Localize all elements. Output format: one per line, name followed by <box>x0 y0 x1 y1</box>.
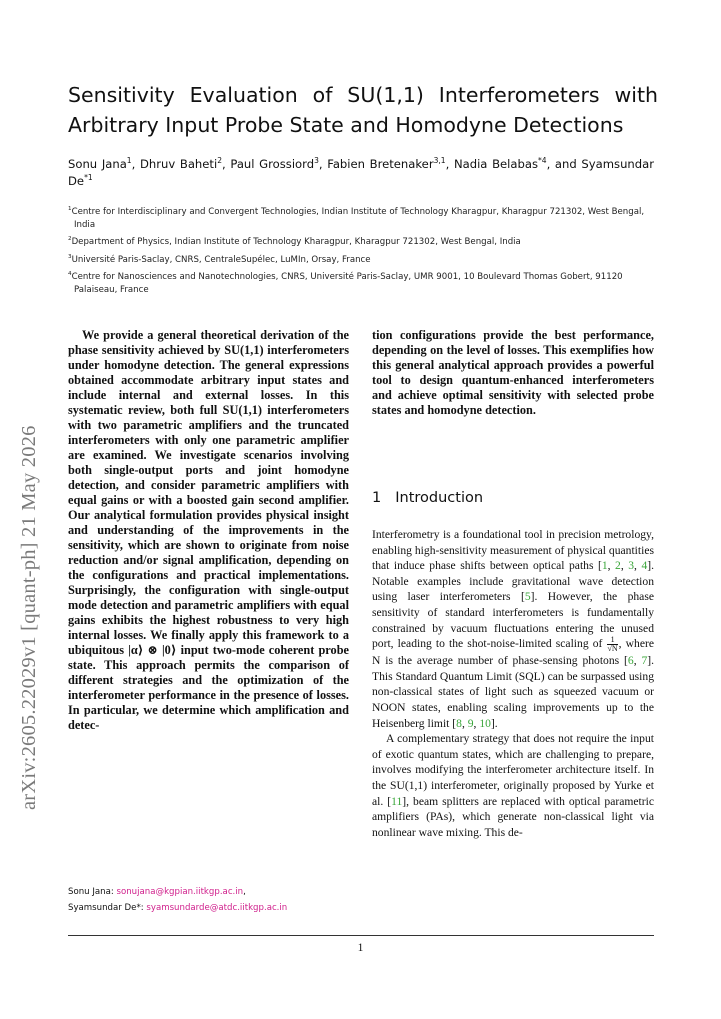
affiliation-mark: 4 <box>68 270 72 277</box>
affiliation-mark: 1 <box>68 206 72 213</box>
section-number: 1 <box>372 490 382 506</box>
abstract-column-left <box>68 328 349 733</box>
author-affiliation-mark: 2 <box>217 156 222 166</box>
body-text: A complementary strategy that does not require the input of exotic quantum states, which are challenging to prepare, involves modifying the interferometer architecture itself. In the SU(1,1) interferometer, originally proposed by Yurke et al. [ <box>372 732 654 808</box>
affiliation-item <box>68 206 654 232</box>
section-heading <box>372 490 483 506</box>
corresponding-authors <box>68 884 349 916</box>
body-text: , where N is the average number of phase-sensing photons [ <box>372 637 654 668</box>
affiliation-text: Department of Physics, Indian Institute of Technology Kharagpur, Kharagpur 721302, West Bengal, India <box>71 237 521 248</box>
abstract-text: We provide a general theoretical derivation of the phase sensitivity achieved by SU(1,1) interferometers under homodyne detection. The general expressions obtained accommodate arbitrary input states and include internal and external losses. In this systematic review, both full SU(1,1) interferometers with two parametric amplifiers and the truncated interferometers with only one parametric amplifier are examined. We investigate scenarios involving both single-output ports and joint homodyne detection, and consider parametric amplifiers with equal gains or with a boosted gain second amplifier. Our analytical formulation provides physical insight and understanding of the improvements in the sensitivity, which are shown to originate from noise reduction and/or signal amplification, depending on the configurations and practical implementations. Surprisingly, the configuration with single-output mode detection and parametric amplifiers with equal gains exhibits the highest robustness to very high internal losses. We finally apply this framework to a ubiquitous |α⟩ ⊗ |0⟩ input two-mode coherent probe state. This approach permits the comparison of different strategies and the optimization of the interferometer performance in the presence of losses. In particular, we determine which amplification and detec- <box>68 328 349 732</box>
body-text: ], beam splitters are replaced with optical parametric amplifiers (PAs), which generate non-classical light via nonlinear wave mixing. This de- <box>372 794 654 839</box>
intro-paragraph <box>372 731 654 840</box>
arxiv-identifier-stamp: arXiv:2605.22029v1 [quant-ph] 21 May 2026 <box>18 425 40 810</box>
affiliation-text: Centre for Nanosciences and Nanotechnologies, CNRS, Université Paris-Saclay, UMR 9001, 10 Boulevard Thomas Gobert, 91120 Palaiseau, France <box>71 271 623 296</box>
fraction-formula <box>607 636 617 653</box>
contact-name: Syamsundar De*: <box>68 903 144 913</box>
author-joiner: and <box>554 157 577 171</box>
email-link[interactable]: syamsundarde@atdc.iitkgp.ac.in <box>146 903 288 913</box>
citation-link[interactable]: 2 <box>615 559 621 573</box>
affiliation-text: Centre for Interdisciplinary and Convergent Technologies, Indian Institute of Technology Kharagpur, Kharagpur 721302, West Bengal, India <box>71 207 645 231</box>
abstract-text-continued: tion configurations provide the best performance, depending on the level of losses. This exemplifies how this general analytical approach provides a powerful tool to design quantum-enhanced interferometers and achieve optimal sensitivity with selected probe states and homodyne detection. <box>372 328 654 417</box>
author-name: Syamsundar De <box>68 157 654 188</box>
affiliation-text: Université Paris-Saclay, CNRS, CentraleSupélec, LuMIn, Orsay, France <box>71 254 371 265</box>
fraction-denominator: √N <box>607 644 618 654</box>
affiliation-item <box>68 236 654 249</box>
paper-title: Sensitivity Evaluation of SU(1,1) Interferometers with Arbitrary Input Probe State and Homodyne Detections <box>68 83 658 137</box>
author-name: Paul Grossiord <box>230 157 315 171</box>
citation-link[interactable]: 7 <box>641 654 648 668</box>
author-name: Nadia Belabas <box>453 157 538 171</box>
author-affiliation-mark: *4 <box>538 156 547 166</box>
page-number: 1 <box>357 942 364 954</box>
citation-link[interactable]: 9 <box>467 716 474 730</box>
affiliation-mark: 3 <box>68 253 72 260</box>
author-affiliation-mark: 1 <box>126 156 132 166</box>
footer-rule <box>68 935 654 936</box>
abstract-column-right <box>372 328 654 418</box>
citation-link[interactable]: 11 <box>391 794 403 808</box>
fraction-numerator: 1 <box>607 636 617 645</box>
contact-name: Sonu Jana: <box>68 887 114 897</box>
citation-link[interactable]: 10 <box>479 716 491 730</box>
author-list: Sonu Jana$^1$, Dhruv Baheti$^2$, Paul Grossiord$^3$, Fabien Bretenaker$^{3,1}$, Nadia Belabas$^{*4}$, and Syamsundar De$^{*1}$ <box>68 156 654 188</box>
intro-paragraph: Interferometry is a foundational tool in precision metrology, enabling high-sensitivity measurement of physical quantities that induce phase shifts between optical paths [1, 2, 3, 4]. Notable examples include gravitational wave detection using laser interferometers [5]. However, the phase sensitivity of standard interferometers is fundamentally constrained by vacuum fluctuations entering the unused port, leading to the shot-noise-limited scaling of $\frac{1}{√N}$ , where N is the average number of phase-sensing photons [6, 7]. This Standard Quantum Limit (SQL) can be surpassed using non-classical states of light such as squeezed vacuum or NOON states, enabling scaling improvements up to the Heisenberg limit [8, 9, 10]. <box>372 528 655 730</box>
author-name: Sonu Jana <box>68 157 127 171</box>
section-title: Introduction <box>395 490 484 506</box>
affiliation-item <box>68 254 654 267</box>
contact-line <box>68 884 349 900</box>
author-affiliation-mark: 3 <box>314 156 319 166</box>
body-text: ]. <box>490 716 498 730</box>
citation-link[interactable]: 5 <box>524 590 531 604</box>
body-text: Interferometry is a foundational tool in precision metrology, enabling high-sensitivity measurement of physical quantities that induce phase shifts between optical paths [ <box>372 528 654 573</box>
citation-link[interactable]: 1 <box>601 559 608 573</box>
affiliation-list <box>68 206 654 301</box>
body-text: ]. However, the phase sensitivity of standard interferometers is fundamentally constrained by vacuum fluctuations entering the unused port, leading to the shot-noise-limited scaling of <box>372 590 654 651</box>
author-name: Fabien Bretenaker <box>327 157 434 171</box>
body-text: ]. This Standard Quantum Limit (SQL) can be surpassed using non-classical states of light such as squeezed vacuum or NOON states, enabling scaling improvements up to the Heisenberg limit [ <box>372 654 655 730</box>
email-link[interactable]: sonujana@kgpian.iitkgp.ac.in <box>116 887 244 897</box>
contact-line <box>68 900 349 916</box>
citation-link[interactable]: 6 <box>627 654 634 668</box>
introduction-body <box>372 527 654 840</box>
body-text: ]. Notable examples include gravitational wave detection using laser interferometers [ <box>372 559 655 604</box>
citation-link[interactable]: 3 <box>628 559 635 573</box>
author-affiliation-mark: 3,1 <box>433 156 446 166</box>
affiliation-item <box>68 271 654 297</box>
author-name: Dhruv Baheti <box>139 157 218 171</box>
citation-link[interactable]: 8 <box>456 716 462 730</box>
affiliation-mark: 2 <box>68 236 72 243</box>
author-affiliation-mark: *1 <box>84 173 93 183</box>
contact-separator: , <box>243 887 246 897</box>
citation-link[interactable]: 4 <box>641 559 648 573</box>
